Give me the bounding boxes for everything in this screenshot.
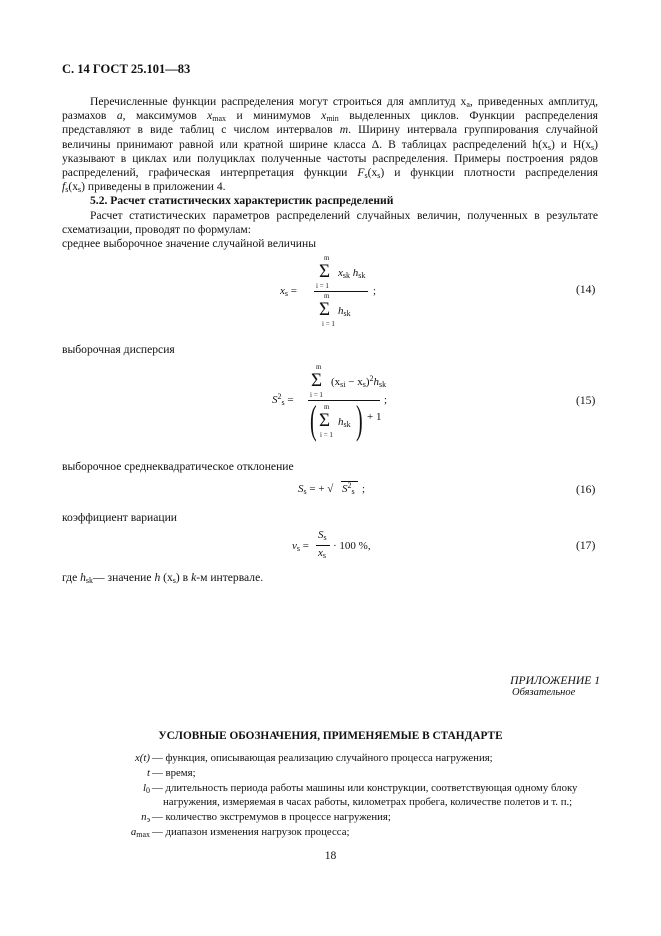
definitions-list — [100, 752, 620, 841]
label-variance: выборочная дисперсия — [62, 343, 175, 356]
section-line-2: схематизации, проводят по формулам: — [62, 222, 251, 236]
appendix-status: Обязательное — [512, 687, 576, 698]
section-heading: 5.2. Расчет статистических характеристик распределений — [90, 194, 394, 208]
label-variation-coefficient: коэффициент вариации — [62, 511, 178, 524]
label-std-deviation: выборочное среднеквадратическое отклонение — [62, 460, 294, 473]
intro-paragraph — [62, 95, 598, 251]
formula-mean: m Σ $x_{sk}$ $h_{sk}$ i = 1 $x_s$ = m Σ $h_{sk}$ i = 1 ; — [280, 254, 377, 328]
page-header: С. 14 ГОСТ 25.101—83 — [62, 62, 191, 76]
para-line-5: указывают в циклах или полуциклах полученные частоты распределения. Примеры построения рядов — [62, 151, 598, 165]
formula-variance: m Σ $(x_{si} - x_s)^2h_{sk}$ i = 1 $S^2_s$ = ( m Σ $h_{sk}$ i = 1 ) + 1 ; — [272, 363, 388, 442]
definition-item-continued: нагружения, измеряемая в часах работы, километрах пробега, количестве полетов и т. п.; — [163, 796, 573, 808]
where-clause: где $h_{sk}—$ значение h $(x_s)$ в k-м интервале. — [62, 571, 264, 585]
formula-variation: $v_s$ = $S_s$ $x_s$ · 100 %, — [292, 529, 371, 560]
para-line-1: Перечисленные функции распределения могут строиться для амплитуд $x_a$, приведенных амплитуд, — [90, 95, 598, 109]
equation-number-16: (16) — [576, 483, 596, 496]
para-line-4: величины принимают равной или кратной ширине класса Δ. В таблицах распределений $h(x_s)$ и $H(x_s)$ — [62, 137, 598, 152]
definition-item: t — время; — [147, 767, 196, 779]
para-line-6: распределений, графическая интерпретация функции $F_s(x_s)$ и функции плотности распределения — [62, 165, 599, 180]
para-line-7: $f_s(x_s)$ приведены в приложении 4. — [62, 180, 226, 195]
section-line-1: Расчет статистических параметров распределений случайных величин, полученных в результате — [90, 208, 598, 222]
appendix-label: ПРИЛОЖЕНИЕ 1 — [510, 674, 600, 687]
para-line-3: представляют в виде таблиц с числом интервалов m. Ширину интервала группирования случайной — [62, 123, 598, 137]
definition-item: $a_{max}$ — диапазон изменения нагрузок процесса; — [130, 826, 350, 839]
equation-number-15: (15) — [576, 394, 596, 407]
equation-number-17: (17) — [576, 539, 596, 552]
appendix-title: УСЛОВНЫЕ ОБОЗНАЧЕНИЯ, ПРИМЕНЯЕМЫЕ В СТАНДАРТЕ — [158, 730, 503, 742]
definition-item: x(t) — функция, описывающая реализацию случайного процесса нагружения; — [135, 752, 493, 764]
section-line-3: среднее выборочное значение случайной величины — [62, 236, 316, 250]
definition-item: $n_э$ — количество экстремумов в процессе нагружения; — [141, 811, 391, 824]
equation-number-14: (14) — [576, 283, 596, 296]
para-line-2: размахов a, максимумов $x_{max}$ и минимумов $x_{min}$ выделенных циклов. Функции распределения — [62, 109, 598, 124]
page-number: 18 — [324, 849, 337, 862]
definition-item: $l_0$ — длительность периода работы машины или конструкции, соответствующая одному блоку — [143, 782, 578, 795]
formula-std-deviation: $S_s$ = + √ $S^2_s$ ; — [298, 481, 366, 496]
